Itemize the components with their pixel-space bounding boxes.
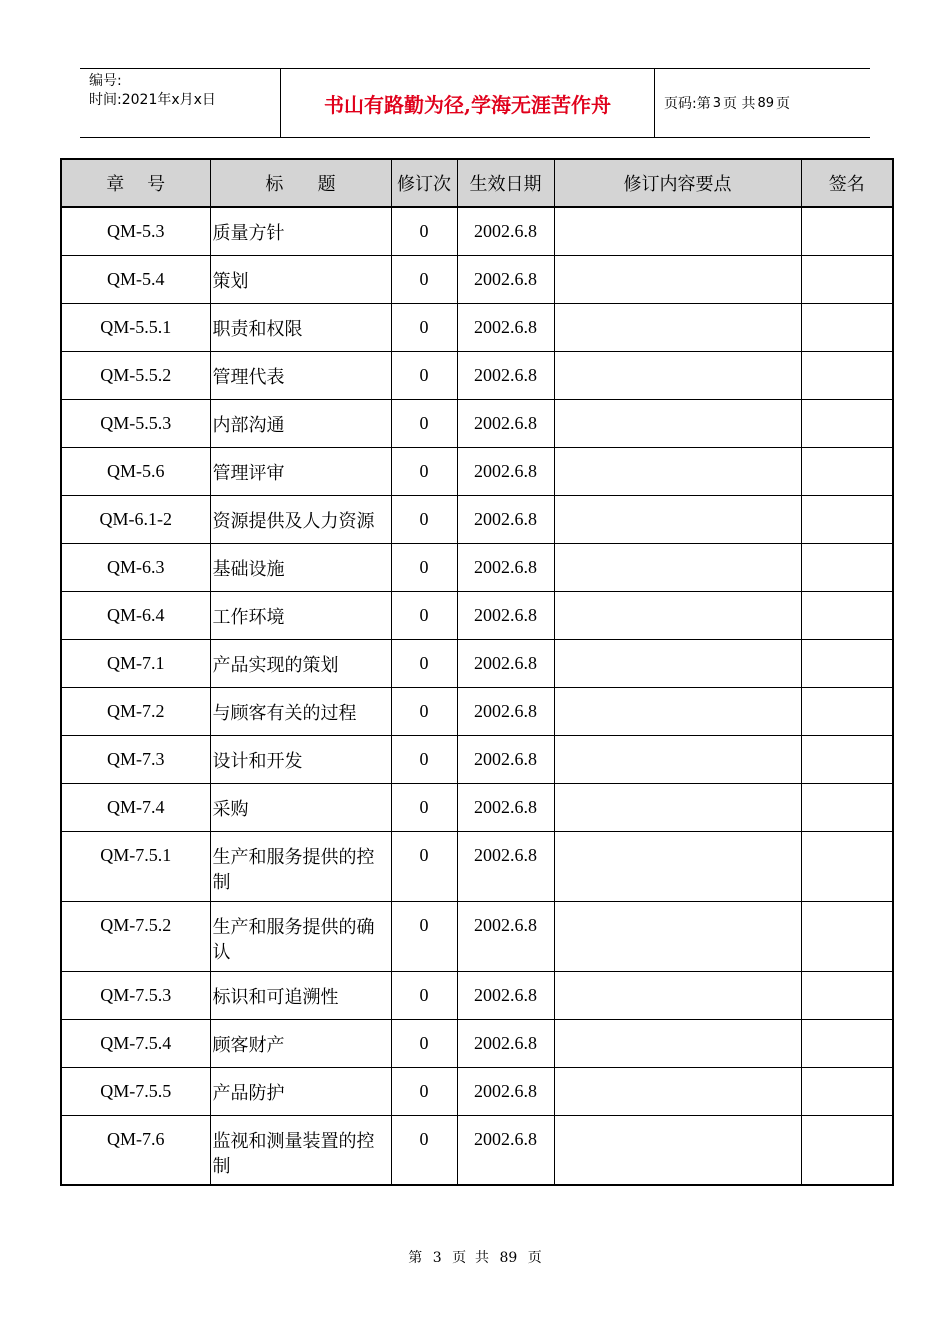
row-title: 生产和服务提供的控制 — [210, 831, 391, 901]
row-code: QM-7.4 — [61, 783, 210, 831]
row-date: 2002.6.8 — [457, 783, 554, 831]
footer-current: 3 — [432, 1250, 442, 1266]
table-row — [61, 447, 893, 495]
row-code: QM-5.3 — [61, 207, 210, 255]
row-revision: 0 — [391, 591, 457, 639]
row-code: QM-7.5.3 — [61, 971, 210, 1019]
row-sign — [801, 735, 893, 783]
row-date: 2002.6.8 — [457, 399, 554, 447]
row-content — [554, 831, 801, 901]
row-sign — [801, 971, 893, 1019]
row-date: 2002.6.8 — [457, 1019, 554, 1067]
row-content — [554, 207, 801, 255]
row-content — [554, 687, 801, 735]
row-title: 内部沟通 — [210, 399, 391, 447]
row-revision: 0 — [391, 735, 457, 783]
code-label: 编号: — [89, 73, 122, 89]
row-revision: 0 — [391, 399, 457, 447]
table-row — [61, 783, 893, 831]
row-revision: 0 — [391, 687, 457, 735]
row-sign — [801, 495, 893, 543]
row-sign — [801, 207, 893, 255]
col-header-date: 生效日期 — [457, 159, 554, 207]
row-title: 监视和测量装置的控制 — [210, 1115, 391, 1185]
row-date: 2002.6.8 — [457, 639, 554, 687]
row-code: QM-5.5.3 — [61, 399, 210, 447]
row-code: QM-7.5.4 — [61, 1019, 210, 1067]
page-indicator — [655, 69, 870, 137]
row-code: QM-7.6 — [61, 1115, 210, 1185]
row-revision: 0 — [391, 495, 457, 543]
row-content — [554, 1067, 801, 1115]
row-content — [554, 735, 801, 783]
row-code: QM-6.3 — [61, 543, 210, 591]
row-sign — [801, 351, 893, 399]
page-footer — [0, 1247, 950, 1267]
row-title: 资源提供及人力资源 — [210, 495, 391, 543]
row-code: QM-5.4 — [61, 255, 210, 303]
table-row — [61, 591, 893, 639]
row-title: 管理代表 — [210, 351, 391, 399]
row-sign — [801, 591, 893, 639]
row-date: 2002.6.8 — [457, 901, 554, 971]
row-revision: 0 — [391, 303, 457, 351]
row-date: 2002.6.8 — [457, 687, 554, 735]
table-row — [61, 255, 893, 303]
col-header-sign: 签名 — [801, 159, 893, 207]
row-content — [554, 447, 801, 495]
row-revision: 0 — [391, 901, 457, 971]
row-code: QM-7.2 — [61, 687, 210, 735]
table-row — [61, 495, 893, 543]
header-meta — [80, 69, 281, 137]
row-date: 2002.6.8 — [457, 207, 554, 255]
row-revision: 0 — [391, 207, 457, 255]
row-sign — [801, 1019, 893, 1067]
row-title: 质量方针 — [210, 207, 391, 255]
row-revision: 0 — [391, 639, 457, 687]
row-date: 2002.6.8 — [457, 543, 554, 591]
revision-table — [60, 158, 894, 1186]
row-title: 产品防护 — [210, 1067, 391, 1115]
document-header — [80, 68, 870, 138]
row-code: QM-6.1-2 — [61, 495, 210, 543]
row-content — [554, 1019, 801, 1067]
row-sign — [801, 543, 893, 591]
row-sign — [801, 447, 893, 495]
row-title: 采购 — [210, 783, 391, 831]
page-prefix: 页码:第 — [664, 96, 711, 112]
row-content — [554, 351, 801, 399]
row-content — [554, 901, 801, 971]
col-header-code: 章 号 — [61, 159, 210, 207]
footer-suffix: 页 — [527, 1250, 542, 1266]
col-header-revision: 修订次 — [391, 159, 457, 207]
row-content — [554, 971, 801, 1019]
row-date: 2002.6.8 — [457, 831, 554, 901]
row-sign — [801, 831, 893, 901]
page-total: 89 — [757, 95, 774, 111]
row-code: QM-6.4 — [61, 591, 210, 639]
row-date: 2002.6.8 — [457, 971, 554, 1019]
row-sign — [801, 639, 893, 687]
row-code: QM-5.5.1 — [61, 303, 210, 351]
table-row — [61, 901, 893, 971]
row-revision: 0 — [391, 831, 457, 901]
table-row — [61, 543, 893, 591]
row-revision: 0 — [391, 1019, 457, 1067]
row-date: 2002.6.8 — [457, 735, 554, 783]
table-row — [61, 207, 893, 255]
row-sign — [801, 255, 893, 303]
row-content — [554, 255, 801, 303]
table-row — [61, 351, 893, 399]
row-revision: 0 — [391, 351, 457, 399]
row-sign — [801, 399, 893, 447]
row-title: 与顾客有关的过程 — [210, 687, 391, 735]
footer-prefix: 第 — [408, 1250, 423, 1266]
row-content — [554, 591, 801, 639]
row-sign — [801, 1067, 893, 1115]
table-row — [61, 399, 893, 447]
row-date: 2002.6.8 — [457, 351, 554, 399]
row-content — [554, 1115, 801, 1185]
row-code: QM-7.3 — [61, 735, 210, 783]
row-revision: 0 — [391, 1115, 457, 1185]
table-row — [61, 687, 893, 735]
row-revision: 0 — [391, 447, 457, 495]
row-sign — [801, 687, 893, 735]
row-sign — [801, 1115, 893, 1185]
row-content — [554, 639, 801, 687]
row-title: 设计和开发 — [210, 735, 391, 783]
row-title: 管理评审 — [210, 447, 391, 495]
row-code: QM-7.1 — [61, 639, 210, 687]
row-title: 职责和权限 — [210, 303, 391, 351]
row-content — [554, 783, 801, 831]
row-code: QM-7.5.1 — [61, 831, 210, 901]
table-row — [61, 1115, 893, 1185]
row-content — [554, 495, 801, 543]
row-code: QM-7.5.5 — [61, 1067, 210, 1115]
row-sign — [801, 901, 893, 971]
table-row — [61, 735, 893, 783]
row-date: 2002.6.8 — [457, 255, 554, 303]
footer-total: 89 — [499, 1250, 518, 1266]
table-row — [61, 831, 893, 901]
row-date: 2002.6.8 — [457, 495, 554, 543]
row-revision: 0 — [391, 255, 457, 303]
row-code: QM-5.6 — [61, 447, 210, 495]
row-revision: 0 — [391, 1067, 457, 1115]
row-content — [554, 303, 801, 351]
page-current: 3 — [712, 95, 721, 111]
row-revision: 0 — [391, 971, 457, 1019]
footer-mid: 页 共 — [452, 1250, 489, 1266]
page-suffix: 页 — [776, 96, 790, 112]
row-date: 2002.6.8 — [457, 447, 554, 495]
row-revision: 0 — [391, 783, 457, 831]
motto: 书山有路勤为径,学海无涯苦作舟 — [281, 69, 655, 137]
row-title: 产品实现的策划 — [210, 639, 391, 687]
row-title: 工作环境 — [210, 591, 391, 639]
col-header-title: 标 题 — [210, 159, 391, 207]
row-revision: 0 — [391, 543, 457, 591]
row-title: 基础设施 — [210, 543, 391, 591]
table-row — [61, 1067, 893, 1115]
time-label: 时间:2021年x月x日 — [89, 92, 216, 108]
row-code: QM-7.5.2 — [61, 901, 210, 971]
page-mid: 页 共 — [723, 96, 756, 112]
row-date: 2002.6.8 — [457, 1115, 554, 1185]
table-row — [61, 971, 893, 1019]
row-content — [554, 399, 801, 447]
table-header-row — [61, 159, 893, 207]
row-date: 2002.6.8 — [457, 1067, 554, 1115]
row-sign — [801, 783, 893, 831]
col-header-content: 修订内容要点 — [554, 159, 801, 207]
row-sign — [801, 303, 893, 351]
row-date: 2002.6.8 — [457, 303, 554, 351]
row-date: 2002.6.8 — [457, 591, 554, 639]
row-title: 生产和服务提供的确认 — [210, 901, 391, 971]
table-row — [61, 1019, 893, 1067]
row-title: 顾客财产 — [210, 1019, 391, 1067]
row-content — [554, 543, 801, 591]
table-row — [61, 639, 893, 687]
row-code: QM-5.5.2 — [61, 351, 210, 399]
table-row — [61, 303, 893, 351]
row-title: 策划 — [210, 255, 391, 303]
row-title: 标识和可追溯性 — [210, 971, 391, 1019]
